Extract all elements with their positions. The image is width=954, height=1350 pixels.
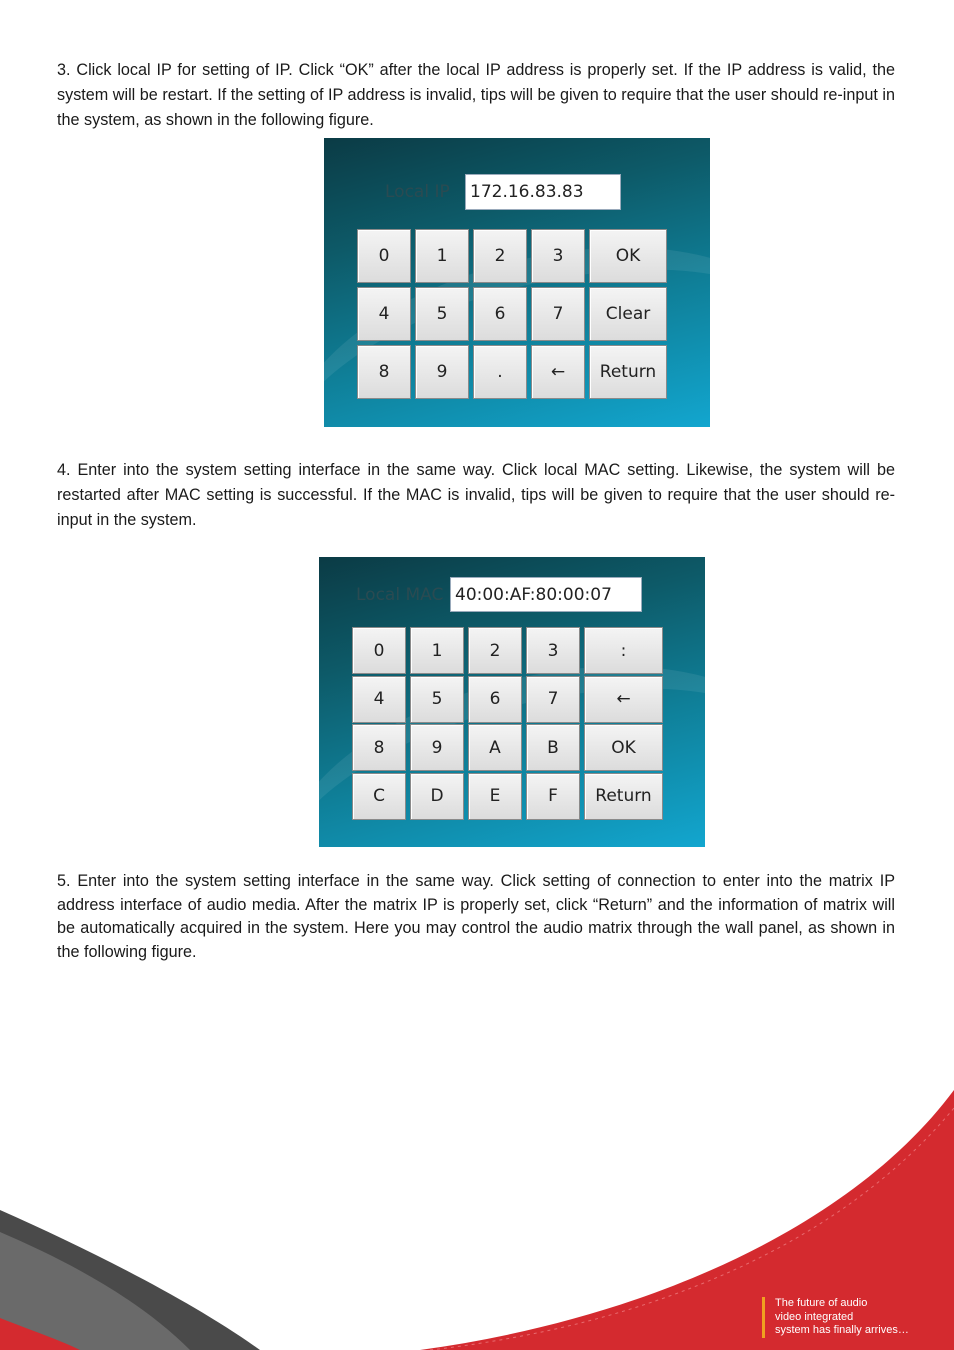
paragraph-step-5: 5. Enter into the system setting interface in the same way. Click setting of connection to enter into the matrix IP address interface of audio media. After the matrix IP is properly set, click “Return” and the information of matrix will be automatically acquired in the system. Here you may control the audio matrix through the wall panel, as shown in the following figure. <box>57 872 895 961</box>
paragraph-step-3: 3. Click local IP for setting of IP. Click “OK” after the local IP address is properly set. If the IP address is valid, the system will be restart. If the setting of IP address is invalid, tips will be given to require that the user should re-input in the system, as shown in the following figure. <box>57 61 895 129</box>
key-9[interactable]: 9 <box>415 345 469 399</box>
key-a[interactable]: A <box>468 724 522 771</box>
key-return[interactable]: Return <box>584 773 663 820</box>
key-colon[interactable]: : <box>584 627 663 674</box>
tagline-line-1: The future of audio <box>775 1297 868 1309</box>
key-b[interactable]: B <box>526 724 580 771</box>
key-8[interactable]: 8 <box>352 724 406 771</box>
tagline-line-3: system has finally arrives… <box>775 1324 909 1336</box>
key-7[interactable]: 7 <box>526 676 580 723</box>
key-7[interactable]: 7 <box>531 287 585 341</box>
key-c[interactable]: C <box>352 773 406 820</box>
key-4[interactable]: 4 <box>352 676 406 723</box>
key-5[interactable]: 5 <box>415 287 469 341</box>
local-ip-label: Local IP <box>385 182 450 202</box>
key-d[interactable]: D <box>410 773 464 820</box>
key-6[interactable]: 6 <box>473 287 527 341</box>
key-e[interactable]: E <box>468 773 522 820</box>
local-mac-input[interactable]: 40:00:AF:80:00:07 <box>450 577 642 612</box>
key-dot[interactable]: . <box>473 345 527 399</box>
key-backspace[interactable]: ← <box>531 345 585 399</box>
key-return[interactable]: Return <box>589 345 667 399</box>
paragraph-step-4: 4. Enter into the system setting interface in the same way. Click local MAC setting. Likewise, the system will be restarted after MAC setting is successful. If the MAC is invalid, tips will be given to require that the user should re-input in the system. <box>57 461 895 529</box>
key-backspace[interactable]: ← <box>584 676 663 723</box>
key-4[interactable]: 4 <box>357 287 411 341</box>
key-2[interactable]: 2 <box>473 229 527 283</box>
key-9[interactable]: 9 <box>410 724 464 771</box>
key-0[interactable]: 0 <box>357 229 411 283</box>
key-5[interactable]: 5 <box>410 676 464 723</box>
tagline-line-2: video integrated <box>775 1310 854 1323</box>
key-3[interactable]: 3 <box>526 627 580 674</box>
footer-tagline <box>762 1297 909 1338</box>
key-ok[interactable]: OK <box>589 229 667 283</box>
key-0[interactable]: 0 <box>352 627 406 674</box>
key-f[interactable]: F <box>526 773 580 820</box>
key-8[interactable]: 8 <box>357 345 411 399</box>
local-ip-input[interactable]: 172.16.83.83 <box>465 174 621 210</box>
key-clear[interactable]: Clear <box>589 287 667 341</box>
local-mac-label: Local MAC <box>356 585 444 605</box>
key-6[interactable]: 6 <box>468 676 522 723</box>
key-1[interactable]: 1 <box>410 627 464 674</box>
key-3[interactable]: 3 <box>531 229 585 283</box>
key-2[interactable]: 2 <box>468 627 522 674</box>
key-1[interactable]: 1 <box>415 229 469 283</box>
key-ok[interactable]: OK <box>584 724 663 771</box>
